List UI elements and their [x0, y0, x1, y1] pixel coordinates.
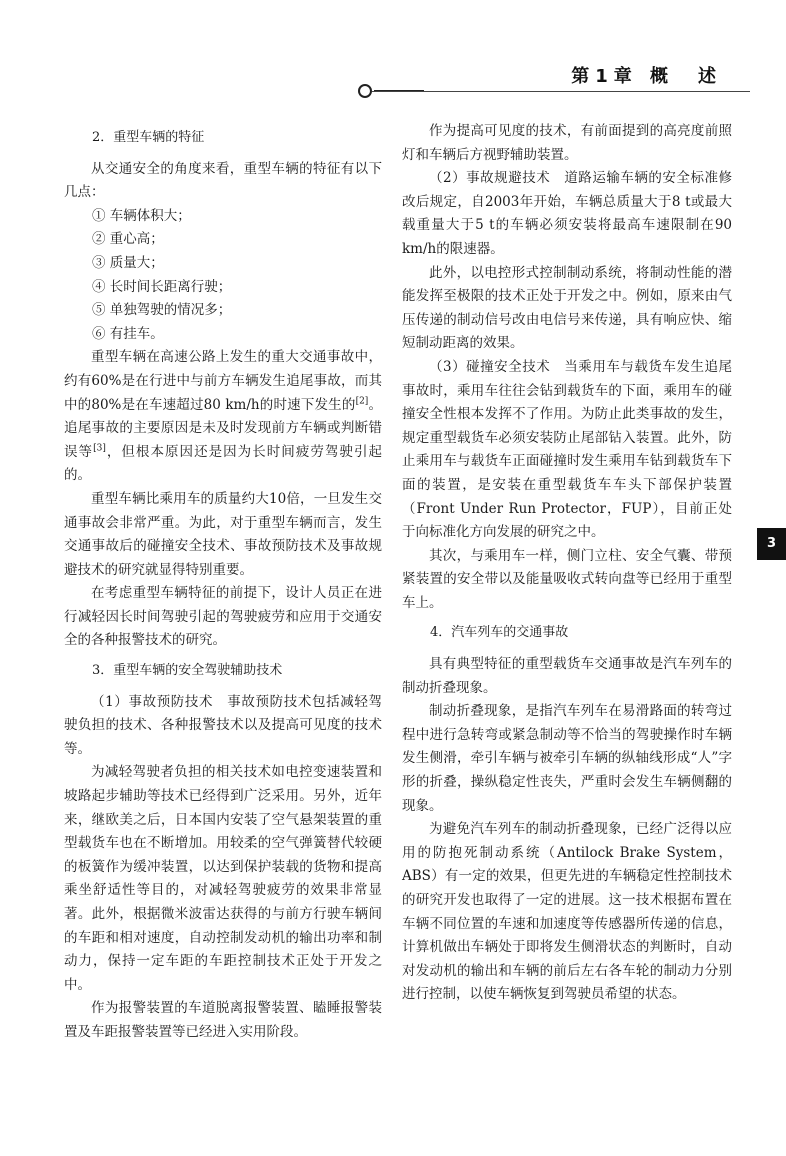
citation: [2]: [355, 396, 369, 407]
paragraph: 从交通安全的角度来看，重型车辆的特征有以下几点：: [64, 160, 382, 201]
paragraph: [64, 346, 382, 488]
paragraph: （3）碰撞安全技术 当乘用车与载货车发生追尾事故时，乘用车往往会钻到载货车的下面，乘用车的碰撞安全性根本发挥不了作用。为防止此类事故的发生，规定重型载货车必须安装防止尾部钻入装置。此外，防止乘用车与载货车正面碰撞时发生乘用车钻到载货车下面的装置，是安装在重型载货车车头下部保护装置（Front Under Run Protector，FUP），目前正处于向标准化方向发展的研究之中。: [402, 358, 732, 541]
list-item: ④ 长时间长距离行驶；: [92, 278, 232, 295]
list-item: ① 车辆体积大；: [92, 207, 191, 224]
chapter-side-tab: 3: [757, 528, 786, 560]
paragraph: 为避免汽车列车的制动折叠现象，已经广泛得以应用的防抱死制动系统（Antilock Brake System，ABS）有一定的效果，但更先进的车辆稳定性控制技术的研究开发也取得了一定的进展。这一技术根据布置在车辆不同位置的车速和加速度等传感器所传递的信息，计算机做出车辆处于即将发生侧滑状态的判断时，自动对发动机的输出和车辆的前后左右各车轮的制动力分别进行控制，以使车辆恢复到驾驶员希望的状态。: [402, 821, 732, 1003]
paragraph: 作为报警装置的车道脱离报警装置、瞌睡报警装置及车距报警装置等已经进入实用阶段。: [64, 1000, 382, 1040]
right-column: [402, 120, 732, 1007]
chapter-title: 第1章 概 述: [571, 66, 722, 87]
paragraph: 重型车辆比乘用车的质量约大10倍，一旦发生交通事故会非常严重。为此，对于重型车辆而言，发生交通事故后的碰撞安全技术、事故预防技术及事故规避技术的研究就显得特别重要。: [64, 490, 382, 578]
header-circle-ornament: [358, 84, 372, 98]
list-item: ② 重心高；: [92, 231, 164, 248]
section-heading: 3．重型车辆的安全驾驶辅助技术: [92, 663, 283, 679]
text-run: 重型车辆在高速公路上发生的重大交通事故中，约有60%是在行进中与前方车辆发生追尾事故，而其中的80%是在车速超过80 km/h的时速下发生的: [64, 349, 382, 413]
paragraph: 在考虑重型车辆特征的前提下，设计人员正在进行减轻因长时间驾驶引起的驾驶疲劳和应用于交通安全的各种报警技术的研究。: [64, 585, 382, 649]
paragraph: （1）事故预防技术 事故预防技术包括减轻驾驶负担的技术、各种报警技术以及提高可见度的技术等。: [64, 693, 382, 757]
paragraph: 其次，与乘用车一样，侧门立柱、安全气囊、带预紧装置的安全带以及能量吸收式转向盘等已经用于重型车上。: [402, 547, 732, 611]
header-rule: [372, 91, 750, 92]
section-heading: 2．重型车辆的特征: [92, 130, 205, 145]
citation: [3]: [93, 443, 106, 454]
section-heading: 4．汽车列车的交通事故: [430, 625, 569, 641]
list-item: ③ 质量大；: [92, 254, 164, 271]
paragraph: 此外，以电控形式控制制动系统，将制动性能的潜能发挥至极限的技术正处于开发之中。例如，原来由气压传递的制动信号改由电信号来传递，具有响应快、缩短制动距离的效果。: [402, 264, 732, 352]
paragraph: 作为提高可见度的技术，有前面提到的高亮度前照灯和车辆后方视野辅助装置。: [402, 123, 732, 163]
paragraph: 为减轻驾驶者负担的相关技术如电控变速装置和坡路起步辅助等技术已经得到广泛采用。另外，近年来，继欧美之后，日本国内安装了空气悬架装置的重型载货车也在不断增加。用较柔的空气弹簧替代较硬的板簧作为缓冲装置，以达到保护装载的货物和提高乘坐舒适性等目的，对减轻驾驶疲劳的效果非常显著。此外，根据微米波雷达获得的与前方行驶车辆间的车距和相对速度，自动控制发动机的输出功率和制动力，保持一定车距的车距控制技术正处于开发之中。: [64, 764, 382, 993]
paragraph: （2）事故规避技术 道路运输车辆的安全标准修改后规定，自2003年开始，车辆总质量大于8 t或最大载重量大于5 t的车辆必须安装将最高车速限制在90 km/h的限速器。: [402, 170, 732, 257]
page-header: [0, 60, 786, 100]
paragraph: 具有典型特征的重型载货车交通事故是汽车列车的制动折叠现象。: [402, 656, 732, 696]
paragraph: 制动折叠现象，是指汽车列车在易滑路面的转弯过程中进行急转弯或紧急制动等不恰当的驾驶操作时车辆发生侧滑，牵引车辆与被牵引车辆的纵轴线形成“人”字形的折叠，操纵稳定性丧失，严重时会发生车辆侧翻的现象。: [402, 703, 732, 814]
left-column: [64, 120, 382, 1045]
text-run: 。追尾事故的主要原因是未及时发现前方车辆或判断错误等: [64, 396, 382, 460]
list-item: ⑥ 有挂车。: [92, 325, 164, 342]
list-item: ⑤ 单独驾驶的情况多；: [92, 302, 232, 319]
text-run: ，但根本原因还是因为长时间疲劳驾驶引起的。: [64, 443, 383, 484]
